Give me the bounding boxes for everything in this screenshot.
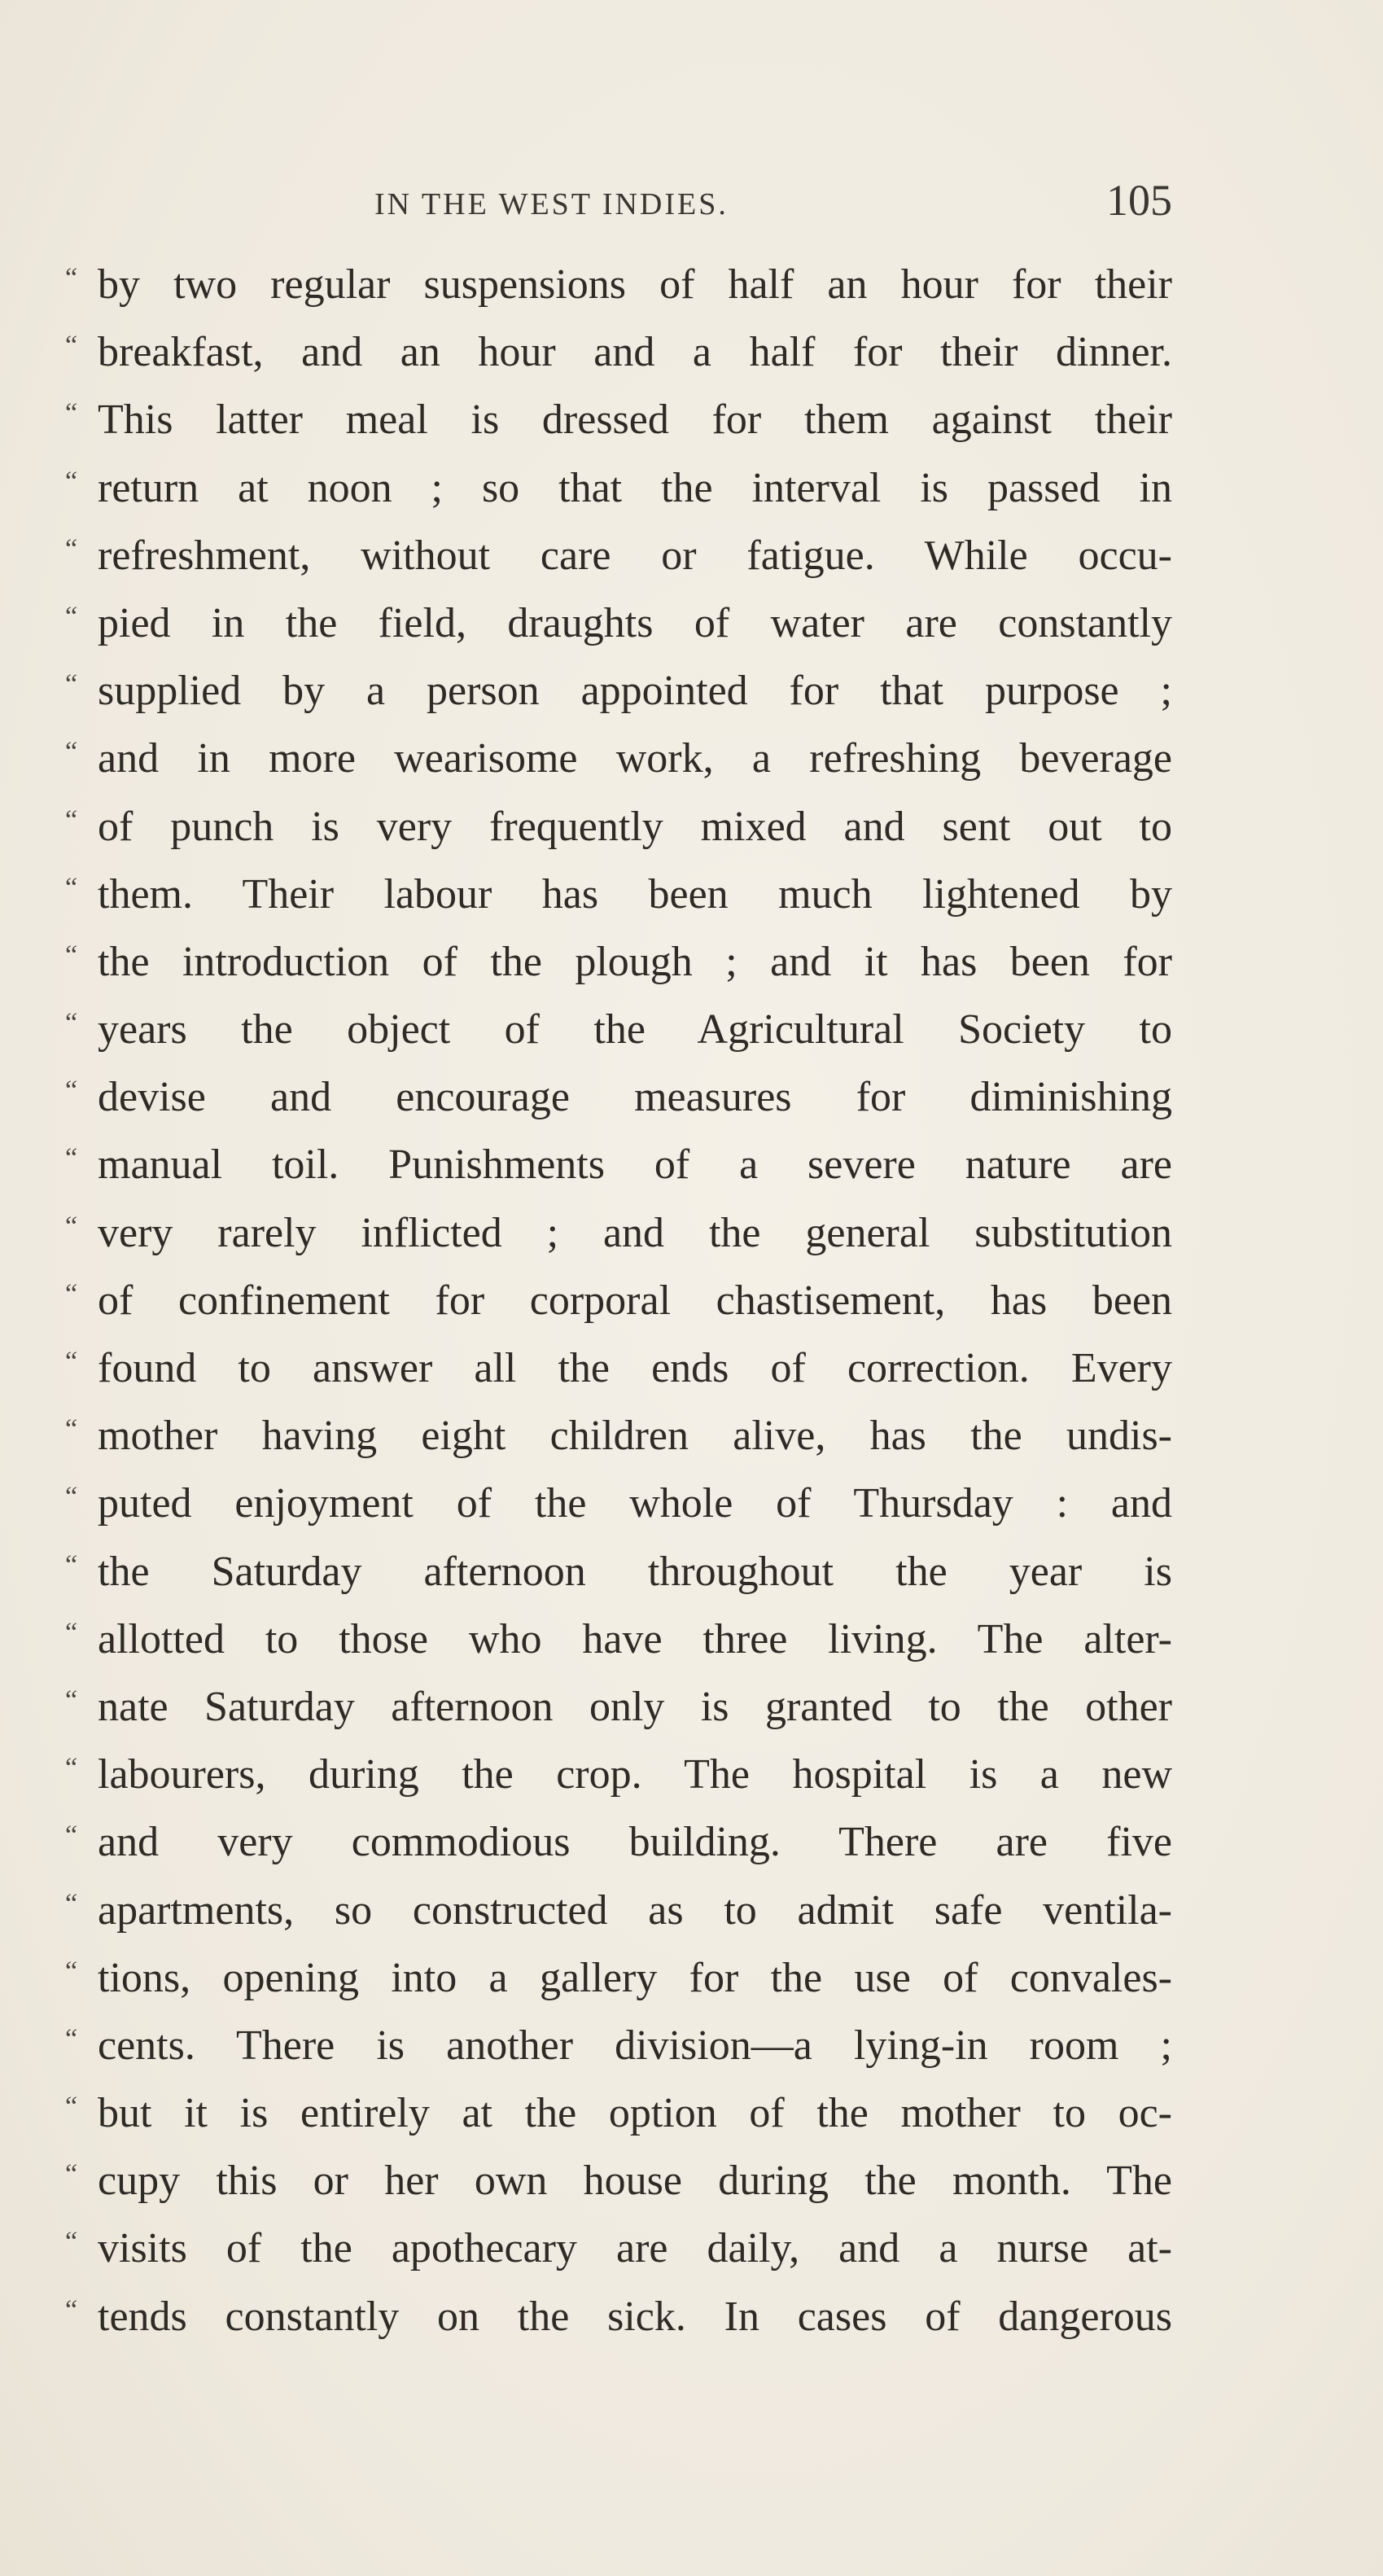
quote-mark: “ [65,1820,78,1851]
quote-mark: “ [65,398,78,429]
text-line [65,1886,1172,1954]
quote-mark: “ [65,263,78,293]
line-text: mother having eight children alive, has the undis- [98,1413,1172,1460]
line-text: refreshment, without care or fatigue. While occu- [98,532,1172,579]
quote-mark: “ [65,940,78,970]
line-text: cupy this or her own house during the month. The [98,2158,1172,2205]
line-text: apartments, so constructed as to admit safe ventila- [98,1886,1172,1934]
line-text: puted enjoyment of the whole of Thursday : and [98,1480,1172,1527]
text-line [65,2293,1172,2360]
quote-mark: “ [65,1617,78,1648]
text-line [65,1683,1172,1750]
text-line [65,870,1172,938]
line-text: of confinement for corporal chastisement, has been [98,1277,1172,1324]
line-text: breakfast, and an hour and a half for their dinner. [98,329,1172,376]
quote-mark: “ [65,737,78,768]
text-line [65,938,1172,1005]
line-text: found to answer all the ends of correction. Every [98,1345,1172,1391]
quote-mark: “ [65,2092,78,2123]
text-line [65,1750,1172,1818]
line-text: visits of the apothecary are daily, and a nurse at- [98,2225,1172,2272]
line-text: them. Their labour has been much lightened by [98,870,1172,918]
line-text: manual toil. Punishments of a severe nature are [98,1141,1172,1189]
text-line [65,1615,1172,1683]
text-line [65,667,1172,734]
line-text: very rarely inflicted ; and the general substitution [98,1209,1172,1256]
quote-mark: “ [65,1278,78,1309]
line-text: supplied by a person appointed for that purpose ; [98,668,1172,715]
line-text: tions, opening into a gallery for the use of convales- [98,1954,1172,2001]
quote-mark: “ [65,466,78,497]
line-text: devise and encourage measures for diminishing [98,1074,1172,1121]
text-line [65,1818,1172,1886]
line-text: of punch is very frequently mixed and sent out to [98,803,1172,850]
line-text: cents. There is another division—a lying-in room ; [98,2022,1172,2069]
quote-mark: “ [65,2294,78,2325]
quote-mark: “ [65,2023,78,2054]
line-text: This latter meal is dressed for them against their [98,396,1172,444]
text-line [65,1344,1172,1412]
text-line [65,1412,1172,1479]
quote-mark: “ [65,1753,78,1784]
quote-mark: “ [65,1888,78,1919]
line-text: allotted to those who have three living. The alter- [98,1615,1172,1663]
text-line [65,396,1172,463]
quote-mark: “ [65,872,78,903]
line-text: labourers, during the crop. The hospital is a new [98,1751,1172,1798]
text-line [65,2224,1172,2292]
quote-mark: “ [65,1008,78,1039]
quote-mark: “ [65,533,78,564]
quote-mark: “ [65,1549,78,1580]
quote-mark: “ [65,1076,78,1106]
body-text [65,261,1172,2360]
line-text: and in more wearisome work, a refreshing beverage [98,735,1172,782]
line-text: the introduction of the plough ; and it has been for [98,938,1172,985]
quote-mark: “ [65,804,78,835]
quote-mark: “ [65,1684,78,1715]
line-text: return at noon ; so that the interval is passed in [98,464,1172,511]
running-title: IN THE WEST INDIES. [374,187,729,221]
line-text: the Saturday afternoon throughout the year is [98,1548,1172,1595]
text-line [65,2089,1172,2157]
quote-mark: “ [65,1414,78,1445]
quote-mark: “ [65,1482,78,1513]
text-line [65,599,1172,667]
text-line [65,2022,1172,2089]
quote-mark: “ [65,1211,78,1242]
quote-mark: “ [65,1956,78,1987]
text-line [65,1954,1172,2022]
line-text: years the object of the Agricultural Society to [98,1006,1172,1054]
quote-mark: “ [65,1347,78,1377]
text-line [65,1141,1172,1208]
line-text: by two regular suspensions of half an hour for their [98,261,1172,308]
text-line [65,1277,1172,1344]
text-line [65,328,1172,396]
text-line [65,734,1172,802]
text-line [65,1479,1172,1547]
quote-mark: “ [65,601,78,632]
text-line [65,2157,1172,2224]
running-head [65,175,1172,232]
text-line [65,1005,1172,1073]
text-line [65,464,1172,532]
quote-mark: “ [65,1143,78,1174]
text-line [65,803,1172,870]
line-text: nate Saturday afternoon only is granted to the other [98,1683,1172,1730]
line-text: pied in the field, draughts of water are constantly [98,599,1172,646]
page-number: 105 [1106,176,1172,225]
text-line [65,1073,1172,1141]
line-text: and very commodious building. There are five [98,1819,1172,1866]
text-line [65,532,1172,599]
text-line [65,261,1172,328]
line-text: tends constantly on the sick. In cases of dangerous [98,2293,1172,2340]
quote-mark: “ [65,2227,78,2258]
quote-mark: “ [65,331,78,361]
quote-mark: “ [65,669,78,700]
text-line [65,1548,1172,1615]
text-line [65,1209,1172,1277]
line-text: but it is entirely at the option of the mother to oc- [98,2090,1172,2137]
quote-mark: “ [65,2159,78,2190]
